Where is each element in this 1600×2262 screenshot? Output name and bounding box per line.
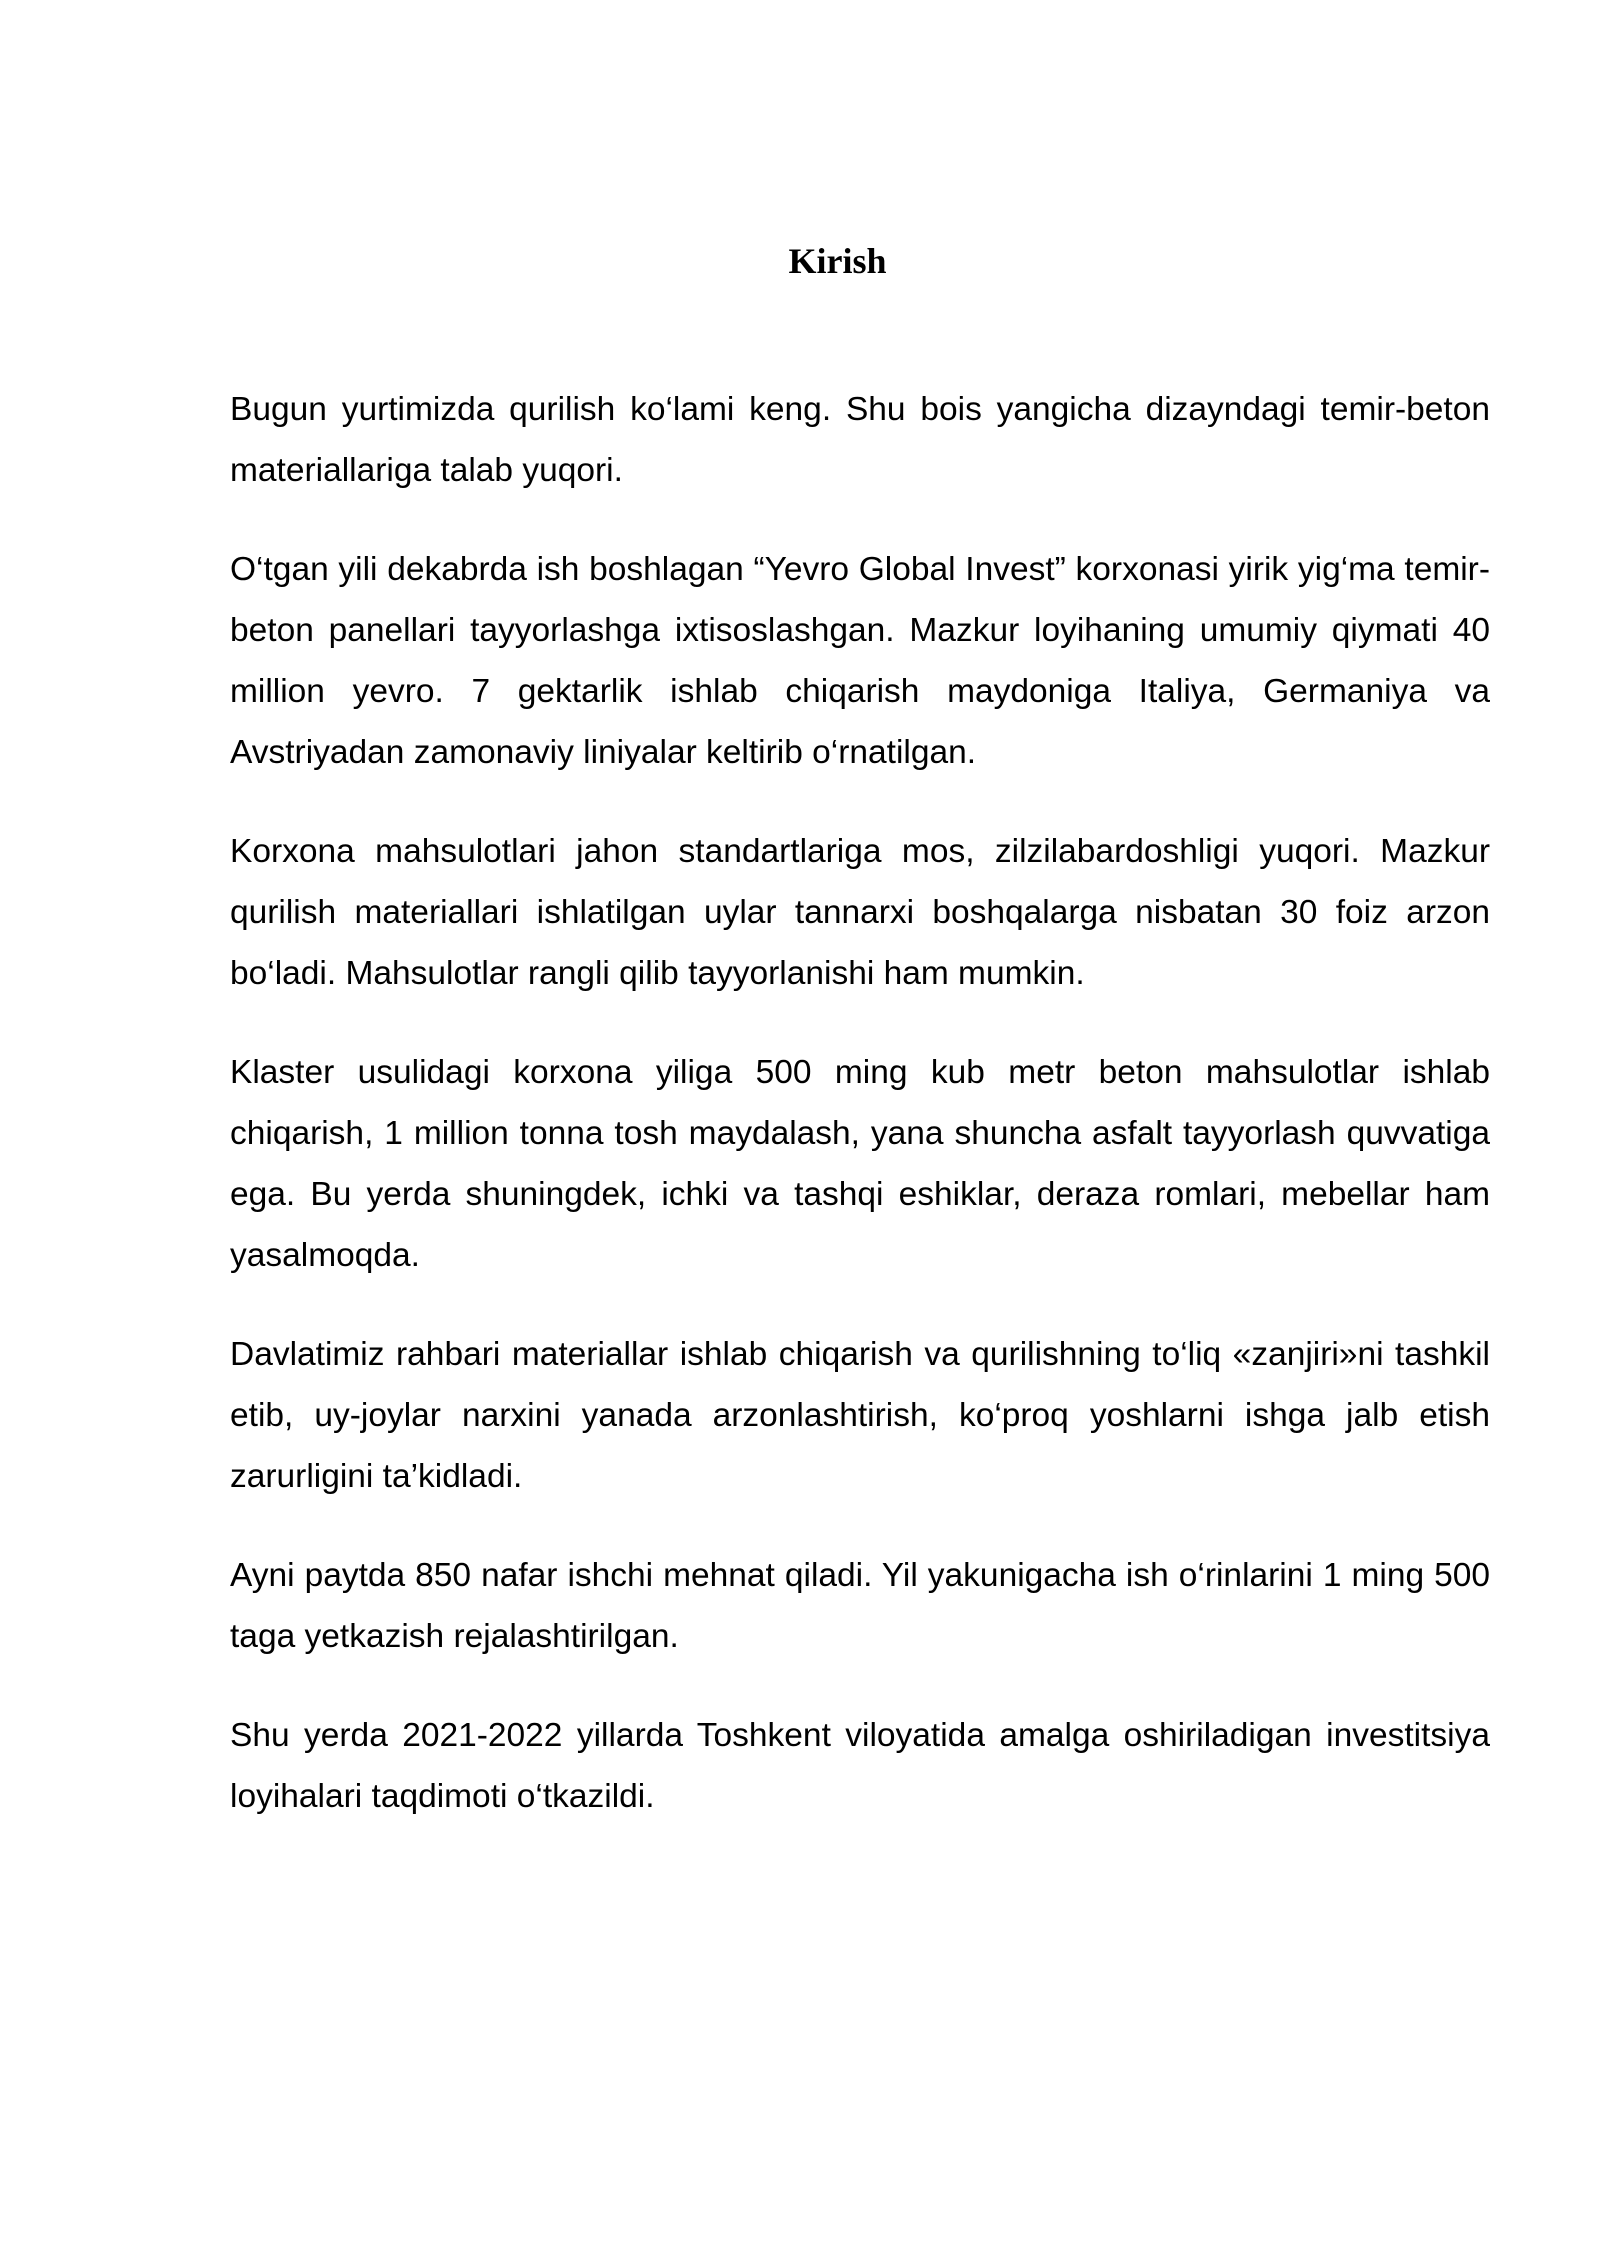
paragraph-3: Korxona mahsulotlari jahon standartlariga mos, zilzilabardoshligi yuqori. Mazkur qurilish materiallari ishlatilgan uylar tannarxi boshqalarga nisbatan 30 foiz arzon bo‘ladi. Mahsulotlar rangli qilib tayyorlanishi ham mumkin. [230, 833, 1490, 992]
paragraph-1: Bugun yurtimizda qurilish ko‘lami keng. Shu bois yangicha dizayndagi temir-beton materiallariga talab yuqori. [230, 391, 1490, 489]
paragraph-7: Shu yerda 2021-2022 yillarda Toshkent viloyatida amalga oshiriladigan investitsiya loyihalari taqdimoti o‘tkazildi. [230, 1717, 1490, 1815]
document-body [230, 379, 1490, 1865]
paragraph-5: Davlatimiz rahbari materiallar ishlab chiqarish va qurilishning to‘liq «zanjiri»ni tashkil etib, uy-joylar narxini yanada arzonlashtirish, ko‘proq yoshlarni ishga jalb etish zarurligini ta’kidladi. [230, 1336, 1490, 1495]
paragraph-6: Ayni paytda 850 nafar ishchi mehnat qiladi. Yil yakunigacha ish o‘rinlarini 1 ming 500 taga yetkazish rejalashtirilgan. [230, 1557, 1490, 1655]
paragraph-2: O‘tgan yili dekabrda ish boshlagan “Yevro Global Invest” korxonasi yirik yig‘ma temir-beton panellari tayyorlashga ixtisoslashgan. Mazkur loyihaning umumiy qiymati 40 million yevro. 7 gektarlik ishlab chiqarish maydoniga Italiya, Germaniya va Avstriyadan zamonaviy liniyalar keltirib o‘rnatilgan. [230, 551, 1490, 771]
document-title: Kirish [788, 241, 887, 281]
paragraph-4: Klaster usulidagi korxona yiliga 500 ming kub metr beton mahsulotlar ishlab chiqarish, 1 million tonna tosh maydalash, yana shuncha asfalt tayyorlash quvvatiga ega. Bu yerda shuningdek, ichki va tashqi eshiklar, deraza romlari, mebellar ham yasalmoqda. [230, 1054, 1490, 1274]
